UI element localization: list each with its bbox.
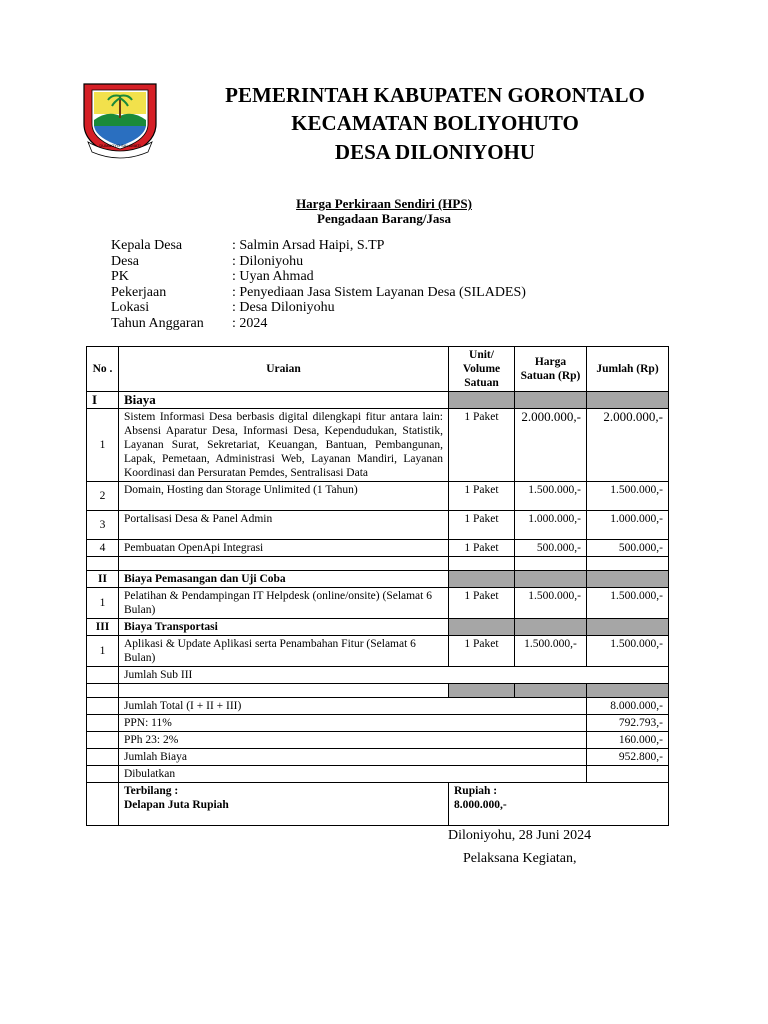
header-jumlah: Jumlah (Rp) (587, 347, 669, 392)
item-desc: Aplikasi & Update Aplikasi serta Penambahan Fitur (Selamat 6 Bulan) (119, 636, 449, 667)
item-desc: Pelatihan & Pendampingan IT Helpdesk (online/onsite) (Selamat 6 Bulan) (119, 588, 449, 619)
item-harga: 1.500.000,- (515, 482, 587, 511)
info-value: : Desa Diloniyohu (232, 300, 335, 315)
info-row (111, 300, 526, 316)
info-label: PK (111, 269, 129, 284)
info-value: : Penyediaan Jasa Sistem Layanan Desa (SILADES) (232, 284, 526, 300)
info-label: Pekerjaan (111, 284, 167, 300)
header-unit: Unit/ Volume Satuan (449, 347, 515, 392)
item-harga: 1.500.000,- (515, 588, 587, 619)
grey-cell (515, 619, 587, 636)
header-village: DESA DILONIYOHU (334, 140, 536, 164)
item-desc: Domain, Hosting dan Storage Unlimited (1 Tahun) (119, 482, 449, 511)
info-value: : Diloniyohu (232, 253, 304, 269)
signature-role: Pelaksana Kegiatan, (463, 851, 577, 866)
info-block (111, 238, 526, 331)
total-value (587, 766, 669, 783)
item-unit: 1 Paket (449, 482, 515, 511)
grey-cell (587, 684, 669, 698)
item-unit: 1 Paket (449, 540, 515, 557)
header-uraian: Uraian (119, 347, 449, 392)
item-no: 2 (87, 482, 119, 511)
grey-cell (449, 571, 515, 588)
section-row (87, 571, 669, 588)
header-district: KECAMATAN BOLIYOHUTO (291, 111, 579, 135)
section-row (87, 392, 669, 409)
item-unit: 1 Paket (449, 409, 515, 482)
rupiah-value: 8.000.000,- (454, 799, 507, 811)
grey-cell (587, 571, 669, 588)
info-row (111, 254, 526, 270)
item-jumlah: 1.500.000,- (587, 482, 669, 511)
info-row (111, 238, 526, 254)
item-desc: Sistem Informasi Desa berbasis digital dilengkapi fitur antara lain: Absensi Aparatur Desa, Informasi Desa, Kependudukan, Statistik, Layanan Surat, Sekretariat, Keuangan, Bantuan, Pembangunan, Lapak, Pemetaan, Administrasi Web, Layanan Mandiri, Layanan Koordinasi dan Persuratan Pemdes, Sentralisasi Data (119, 409, 449, 482)
section-row (87, 619, 669, 636)
table-row (87, 482, 669, 511)
subtotal-row (87, 667, 669, 684)
terbilang-value: Delapan Juta Rupiah (124, 799, 229, 811)
grey-cell (449, 392, 515, 409)
total-row (87, 698, 669, 715)
empty-row (87, 684, 669, 698)
info-value: : Uyan Ahmad (232, 269, 314, 284)
total-row (87, 715, 669, 732)
section-no: III (87, 619, 119, 636)
total-value: 952.800,- (587, 749, 669, 766)
grey-cell (515, 571, 587, 588)
item-no: 1 (87, 409, 119, 482)
item-desc: Pembuatan OpenApi Integrasi (119, 540, 449, 557)
total-value: 160.000,- (587, 732, 669, 749)
logo-banner-text: DUMBOYO SALAMATI (99, 143, 141, 148)
subtotal-label: Jumlah Sub III (119, 667, 669, 684)
terbilang-row (87, 783, 669, 826)
total-row (87, 749, 669, 766)
total-value: 8.000.000,- (587, 698, 669, 715)
grey-cell (587, 619, 669, 636)
grey-cell (515, 392, 587, 409)
hps-table (86, 346, 669, 826)
signature-place-date: Diloniyohu, 28 Juni 2024 (448, 828, 592, 843)
document-title: Harga Perkiraan Sendiri (HPS) (296, 196, 472, 211)
section-no: I (87, 392, 119, 409)
total-label: Jumlah Biaya (119, 749, 587, 766)
table-row (87, 540, 669, 557)
header-no: No . (87, 347, 119, 392)
section-no: II (87, 571, 119, 588)
info-value: : Salmin Arsad Haipi, S.TP (232, 238, 385, 253)
total-label: PPh 23: 2% (119, 732, 587, 749)
item-unit: 1 Paket (449, 588, 515, 619)
grey-cell (515, 684, 587, 698)
terbilang-label: Terbilang : (124, 785, 179, 797)
total-label: Jumlah Total (I + II + III) (119, 698, 587, 715)
info-label: Kepala Desa (111, 238, 183, 253)
info-label: Lokasi (111, 300, 150, 315)
terbilang-cell (119, 783, 449, 826)
total-value: 792.793,- (587, 715, 669, 732)
total-row (87, 766, 669, 783)
item-harga: 1.000.000,- (515, 511, 587, 540)
table-row (87, 588, 669, 619)
info-value: : 2024 (232, 315, 268, 331)
item-unit: 1 Paket (449, 636, 515, 667)
info-row (111, 316, 526, 332)
item-no: 4 (87, 540, 119, 557)
item-jumlah: 1.500.000,- (587, 588, 669, 619)
grey-cell (449, 619, 515, 636)
item-unit: 1 Paket (449, 511, 515, 540)
table-header-row (87, 347, 669, 392)
grey-cell (587, 392, 669, 409)
section-label: Biaya Transportasi (119, 619, 449, 636)
empty-row (87, 557, 669, 571)
section-label: Biaya (119, 392, 449, 409)
item-jumlah: 1.000.000,- (587, 511, 669, 540)
item-harga: 2.000.000,- (515, 409, 587, 482)
document-subtitle: Pengadaan Barang/Jasa (317, 211, 451, 226)
item-harga: 1.500.000,- (515, 636, 587, 667)
table-row (87, 636, 669, 667)
rupiah-label: Rupiah : (454, 785, 498, 797)
table-row (87, 511, 669, 540)
section-label: Biaya Pemasangan dan Uji Coba (119, 571, 449, 588)
rupiah-cell (449, 783, 669, 826)
total-label: PPN: 11% (119, 715, 587, 732)
info-label: Desa (111, 253, 139, 269)
info-label: Tahun Anggaran (111, 315, 204, 331)
regency-crest-logo (78, 80, 162, 160)
item-jumlah: 500.000,- (587, 540, 669, 557)
header-harga: Harga Satuan (Rp) (515, 347, 587, 392)
item-no: 1 (87, 588, 119, 619)
item-no: 1 (87, 636, 119, 667)
info-row (111, 269, 526, 285)
grey-cell (449, 684, 515, 698)
item-no: 3 (87, 511, 119, 540)
info-row (111, 285, 526, 301)
header-government: PEMERINTAH KABUPATEN GORONTALO (225, 83, 645, 107)
total-row (87, 732, 669, 749)
item-jumlah: 2.000.000,- (587, 409, 669, 482)
item-jumlah: 1.500.000,- (587, 636, 669, 667)
table-row (87, 409, 669, 482)
item-desc: Portalisasi Desa & Panel Admin (119, 511, 449, 540)
total-label: Dibulatkan (119, 766, 587, 783)
item-harga: 500.000,- (515, 540, 587, 557)
